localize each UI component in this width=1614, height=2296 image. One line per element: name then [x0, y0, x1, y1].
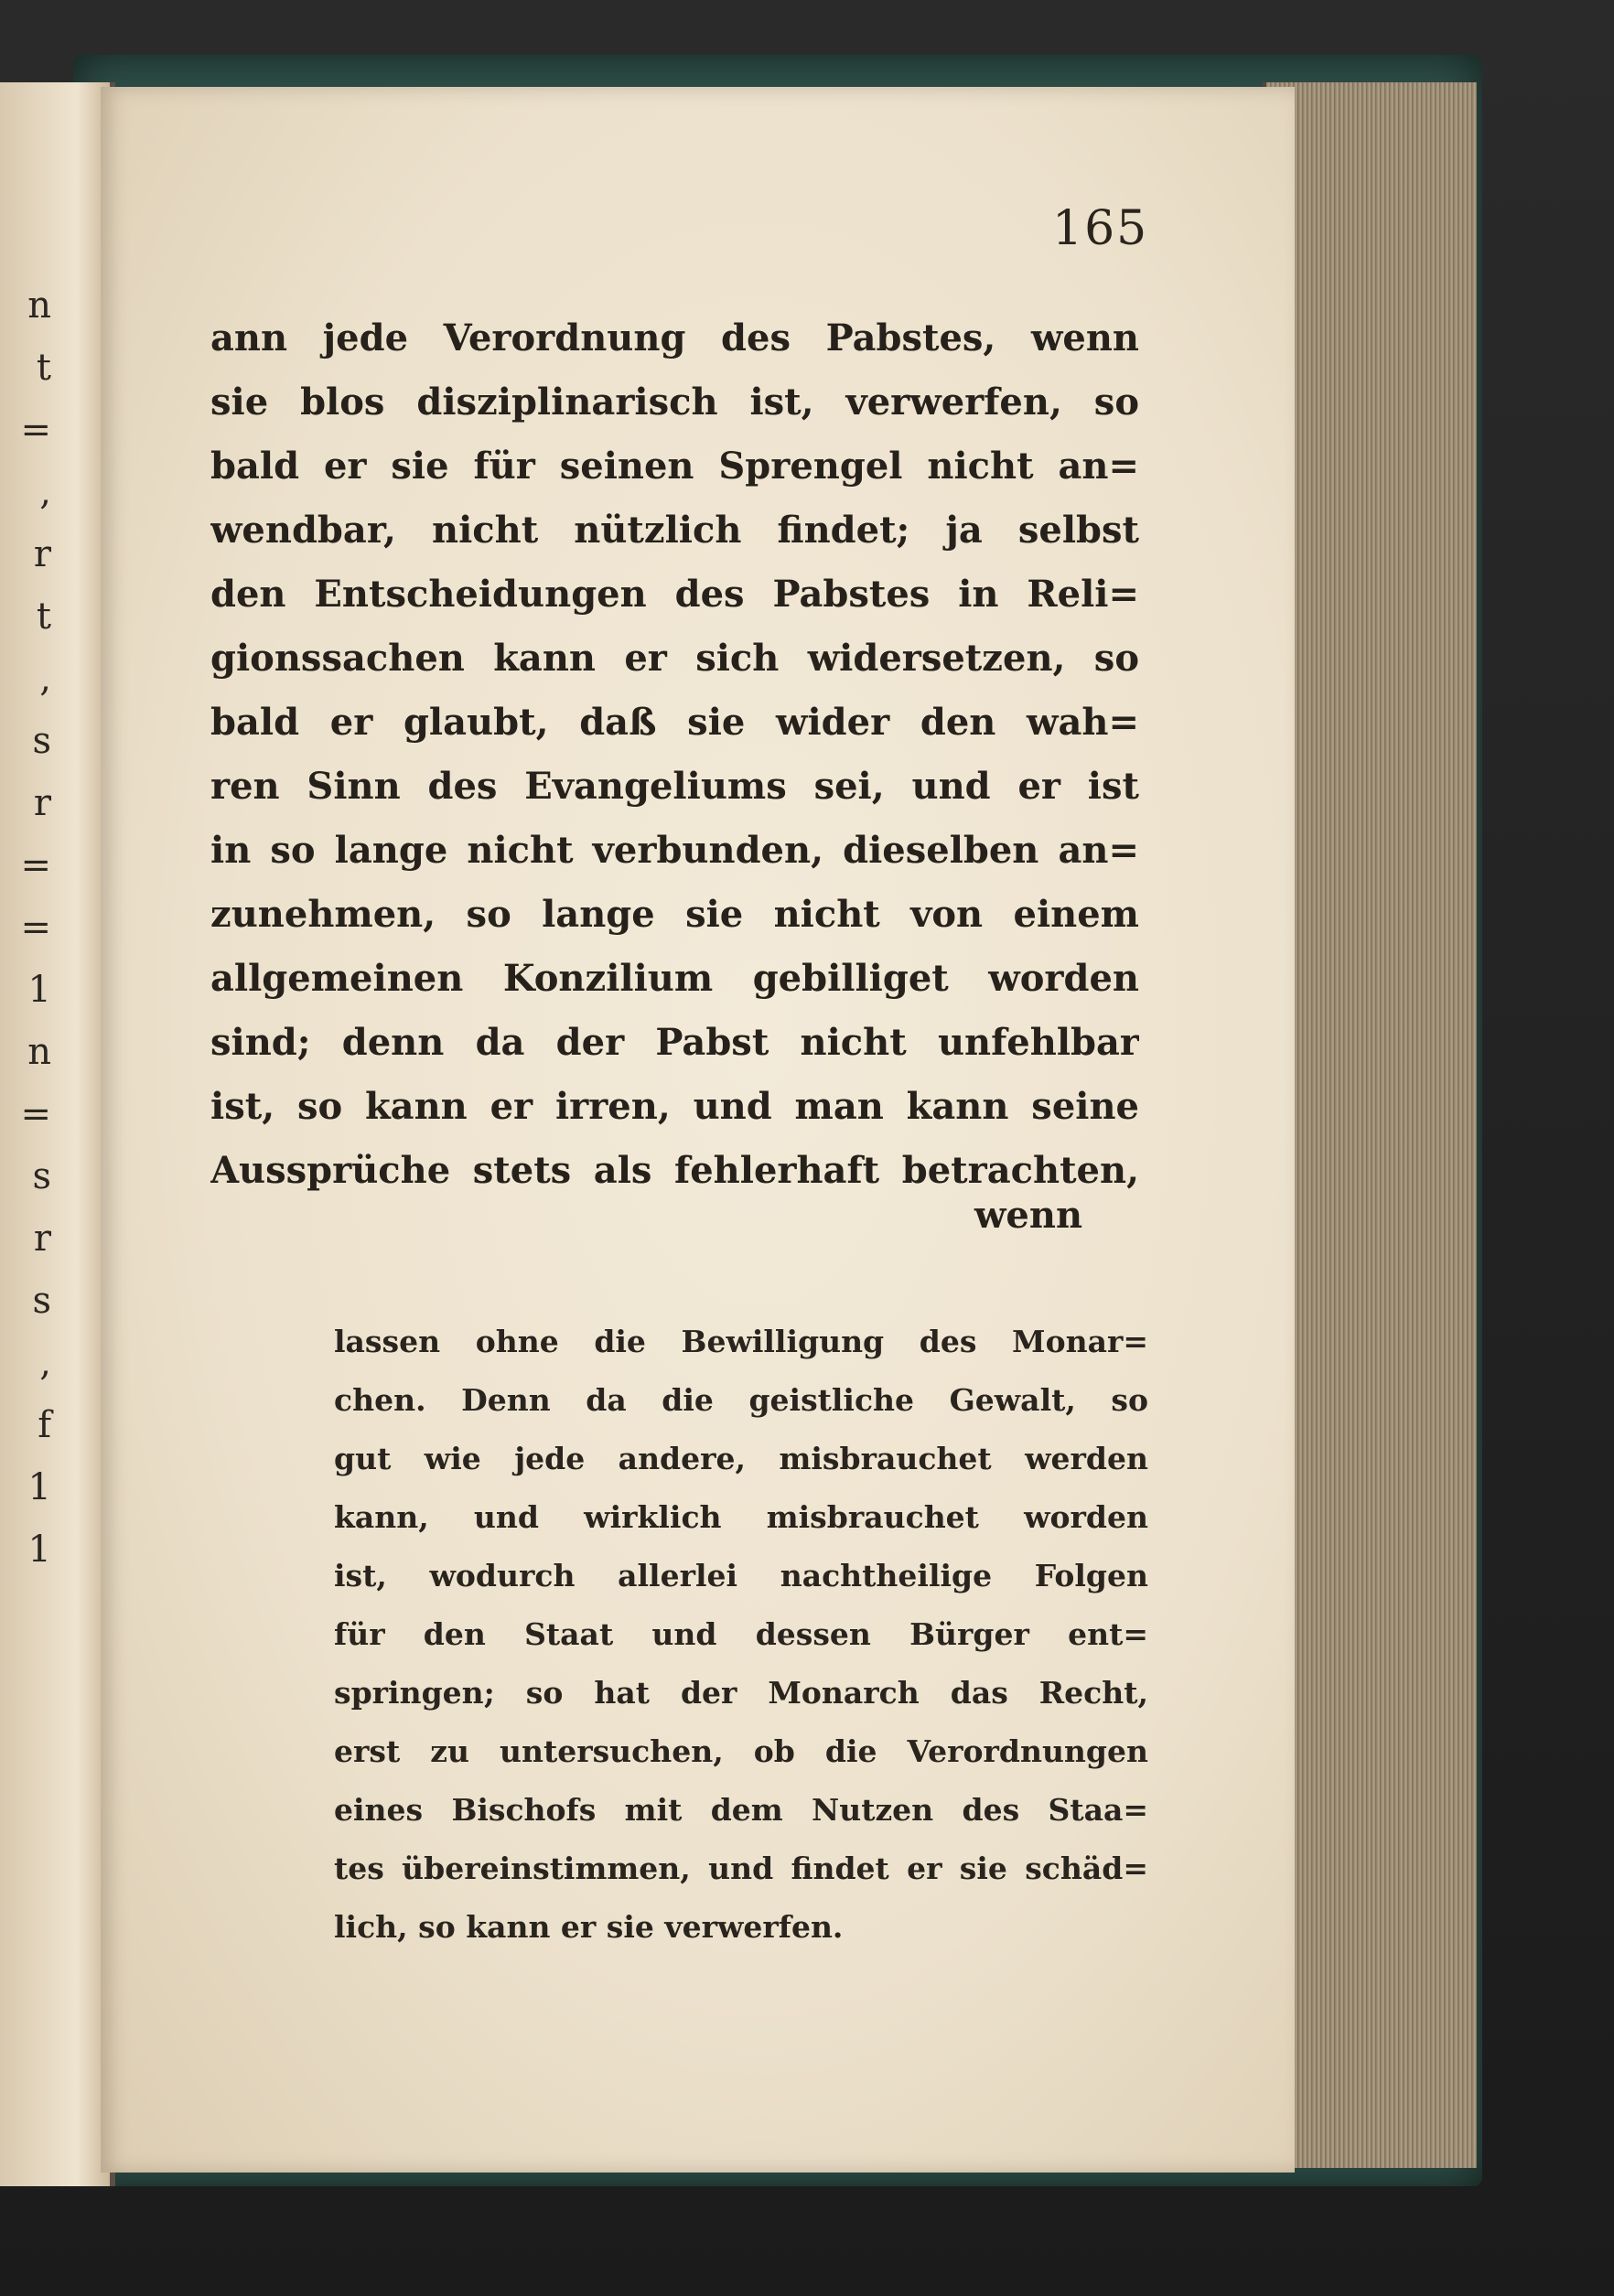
left-fragment: = — [20, 907, 51, 949]
footnote-line: gut wie jede andere, misbrauchet werden — [334, 1441, 1148, 1476]
footnote-line: tes übereinstimmen, und findet er sie schäd= — [334, 1851, 1148, 1886]
text-line: gionssachen kann er sich widersetzen, so — [210, 637, 1139, 680]
footnote-line: springen; so hat der Monarch das Recht, — [334, 1675, 1148, 1711]
text-line: zunehmen, so lange sie nicht von einem — [210, 893, 1139, 936]
left-fragment: n — [27, 284, 51, 327]
text-line: ann jede Verordnung des Pabstes, wenn — [210, 317, 1139, 359]
footnote-line: ist, wodurch allerlei nachtheilige Folgen — [334, 1558, 1148, 1593]
left-fragment: , — [39, 1342, 51, 1384]
left-page-fragments — [0, 274, 55, 2012]
left-fragment: r — [33, 533, 51, 575]
footnote-block — [334, 1313, 1148, 1957]
left-fragment: , — [39, 658, 51, 700]
text-line: wendbar, nicht nützlich findet; ja selbst — [210, 509, 1139, 552]
left-fragment: 1 — [27, 1466, 51, 1508]
left-fragment: t — [36, 595, 51, 638]
footnote-line: eines Bischofs mit dem Nutzen des Staa= — [334, 1792, 1148, 1828]
left-fragment: s — [32, 1280, 51, 1322]
page-edges — [1263, 82, 1477, 2168]
text-line: bald er glaubt, daß sie wider den wah= — [210, 701, 1139, 744]
text-line: bald er sie für seinen Sprengel nicht an= — [210, 445, 1139, 488]
left-fragment: , — [39, 471, 51, 513]
text-line: ist, so kann er irren, und man kann seine — [210, 1085, 1139, 1128]
text-line: sind; denn da der Pabst nicht unfehlbar — [210, 1021, 1139, 1064]
left-fragment: n — [27, 1031, 51, 1073]
left-fragment: = — [20, 1093, 51, 1135]
footnote-line: für den Staat und dessen Bürger ent= — [334, 1616, 1148, 1652]
text-line: den Entscheidungen des Pabstes in Reli= — [210, 573, 1139, 616]
left-fragment: 1 — [27, 969, 51, 1011]
footnote-line: erst zu untersuchen, ob die Verordnungen — [334, 1733, 1148, 1769]
left-fragment: s — [32, 1155, 51, 1197]
footnote-line: lich, so kann er sie verwerfen. — [334, 1909, 844, 1945]
text-line: allgemeinen Konzilium gebilliget worden — [210, 957, 1139, 1000]
left-fragment: f — [38, 1404, 51, 1446]
left-fragment: 1 — [27, 1529, 51, 1571]
text-line: in so lange nicht verbunden, dieselben an= — [210, 829, 1139, 872]
left-fragment: r — [33, 782, 51, 824]
footnote-line: lassen ohne die Bewilligung des Monar= — [334, 1324, 1148, 1359]
footnote-line: kann, und wirklich misbrauchet worden — [334, 1499, 1148, 1535]
main-text-block — [210, 306, 1139, 1203]
left-fragment: = — [20, 844, 51, 886]
page-number: 165 — [1052, 201, 1149, 256]
left-fragment: t — [36, 347, 51, 389]
left-fragment: = — [20, 409, 51, 451]
text-line: sie blos disziplinarisch ist, verwerfen, so — [210, 381, 1139, 424]
footnote-line: chen. Denn da die geistliche Gewalt, so — [334, 1382, 1148, 1418]
text-line: Aussprüche stets als fehlerhaft betrachten, — [210, 1149, 1139, 1192]
left-fragment: s — [32, 720, 51, 762]
left-fragment: r — [33, 1218, 51, 1260]
text-line: ren Sinn des Evangeliums sei, und er ist — [210, 765, 1139, 808]
catchword: wenn — [974, 1194, 1083, 1237]
